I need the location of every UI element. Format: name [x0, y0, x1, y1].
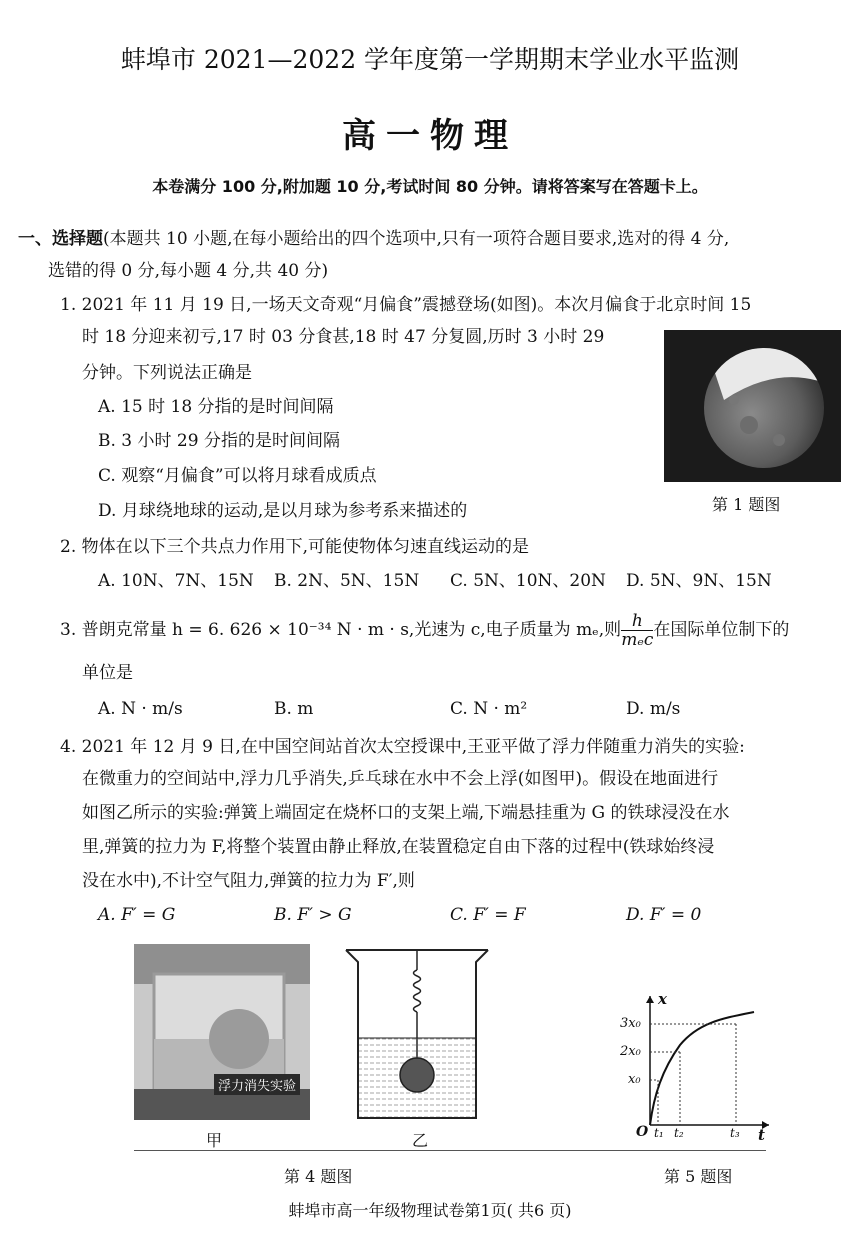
- q4-option-d: D. F′ = 0: [626, 905, 702, 925]
- exam-note: 本卷满分 100 分,附加题 10 分,考试时间 80 分钟。请将答案写在答题卡上。: [152, 177, 708, 196]
- q1-option-d: D. 月球绕地球的运动,是以月球为参考系来描述的: [98, 501, 468, 521]
- q4-line4: 里,弹簧的拉力为 F,将整个装置由静止释放,在装置稳定自由下落的过程中(铁球始终浸: [82, 837, 715, 857]
- q1-option-b: B. 3 小时 29 分指的是时间间隔: [98, 431, 340, 451]
- figure-jia-photo: [134, 944, 310, 1120]
- q5-caption: 第 5 题图: [664, 1167, 733, 1186]
- section-heading: [18, 228, 729, 250]
- q5-xtick-3: t₃: [730, 1126, 740, 1140]
- q5-xtick-1: t₁: [654, 1126, 664, 1140]
- photo-overlay-label: 浮力消失实验: [214, 1074, 300, 1095]
- figure-yi-diagram: [336, 940, 496, 1125]
- q2-option-c: C. 5N、10N、20N: [450, 571, 606, 591]
- q1-caption: 第 1 题图: [712, 495, 781, 514]
- moon-eclipse-photo: [664, 330, 841, 482]
- q3-stem: [60, 610, 789, 650]
- q1-line2: 时 18 分迎来初亏,17 时 03 分食甚,18 时 47 分复圆,历时 3 小时 29: [82, 327, 605, 347]
- exam-title: 蚌埠市 2021—2022 学年度第一学期期末学业水平监测: [120, 45, 740, 74]
- q4-line2: 在微重力的空间站中,浮力几乎消失,乒乓球在水中不会上浮(如图甲)。假设在地面进行: [82, 769, 719, 789]
- q4-option-b: B. F′ > G: [274, 905, 352, 925]
- page-footer: 蚌埠市高一年级物理试卷第1页( 共6 页): [288, 1201, 572, 1220]
- q2-option-b: B. 2N、5N、15N: [274, 571, 420, 591]
- q4-caption: 第 4 题图: [284, 1167, 353, 1186]
- q5-ytick-3: 3x₀: [620, 1016, 641, 1031]
- section-heading-rest: (本题共 10 小题,在每小题给出的四个选项中,只有一项符合题目要求,选对的得 4 分,: [103, 229, 730, 249]
- q4-option-a: A. F′ = G: [98, 905, 176, 925]
- subject-title: 高一物理: [342, 116, 518, 156]
- q3-option-a: A. N · m/s: [98, 699, 183, 719]
- section-heading-line2: 选错的得 0 分,每小题 4 分,共 40 分): [48, 261, 329, 281]
- q3-frac-den: mₑc: [621, 630, 654, 650]
- q3-stem-b: 在国际单位制下的: [653, 620, 790, 640]
- q4-line5: 没在水中),不计空气阻力,弹簧的拉力为 F′,则: [82, 871, 415, 891]
- q1-option-a: A. 15 时 18 分指的是时间间隔: [98, 397, 334, 417]
- figure-jia-label: 甲: [206, 1131, 223, 1150]
- figure-yi-label: 乙: [412, 1131, 429, 1150]
- q1-option-c: C. 观察“月偏食”可以将月球看成质点: [98, 466, 377, 486]
- q3-line2: 单位是: [82, 663, 133, 683]
- q5-ytick-1: x₀: [628, 1072, 641, 1087]
- q3-option-c: C. N · m²: [450, 699, 528, 719]
- section-heading-bold: 一、选择题: [18, 229, 103, 249]
- q4-option-c: C. F′ = F: [450, 905, 526, 925]
- q4-line1: 4. 2021 年 12 月 9 日,在中国空间站首次太空授课中,王亚平做了浮力伴随重力消失的实验:: [60, 737, 745, 757]
- q1-line1: 1. 2021 年 11 月 19 日,一场天文奇观“月偏食”震撼登场(如图)。本次月偏食于北京时间 15: [60, 295, 752, 315]
- q3-option-d: D. m/s: [626, 699, 681, 719]
- figure-divider: [134, 1150, 766, 1151]
- q2-option-a: A. 10N、7N、15N: [98, 571, 254, 591]
- q3-fraction: [621, 612, 653, 649]
- q5-axis-y: x: [658, 990, 667, 1008]
- q5-ytick-2: 2x₀: [620, 1044, 641, 1059]
- q5-xtick-2: t₂: [674, 1126, 684, 1140]
- q5-axis-x: t: [758, 1126, 765, 1144]
- q2-option-d: D. 5N、9N、15N: [626, 571, 772, 591]
- q3-frac-num: h: [621, 612, 653, 631]
- q3-stem-a: 3. 普朗克常量 h = 6. 626 × 10⁻³⁴ N · m · s,光速为 c,电子质量为 mₑ,则: [60, 620, 622, 640]
- q1-line3: 分钟。下列说法正确是: [82, 363, 252, 383]
- q3-option-b: B. m: [274, 699, 314, 719]
- q5-origin: O: [636, 1124, 649, 1140]
- q2-stem: 2. 物体在以下三个共点力作用下,可能使物体匀速直线运动的是: [60, 537, 530, 557]
- figure-q5-graph: [614, 990, 774, 1144]
- q4-line3: 如图乙所示的实验:弹簧上端固定在烧杯口的支架上端,下端悬挂重为 G 的铁球浸没在水: [82, 803, 730, 823]
